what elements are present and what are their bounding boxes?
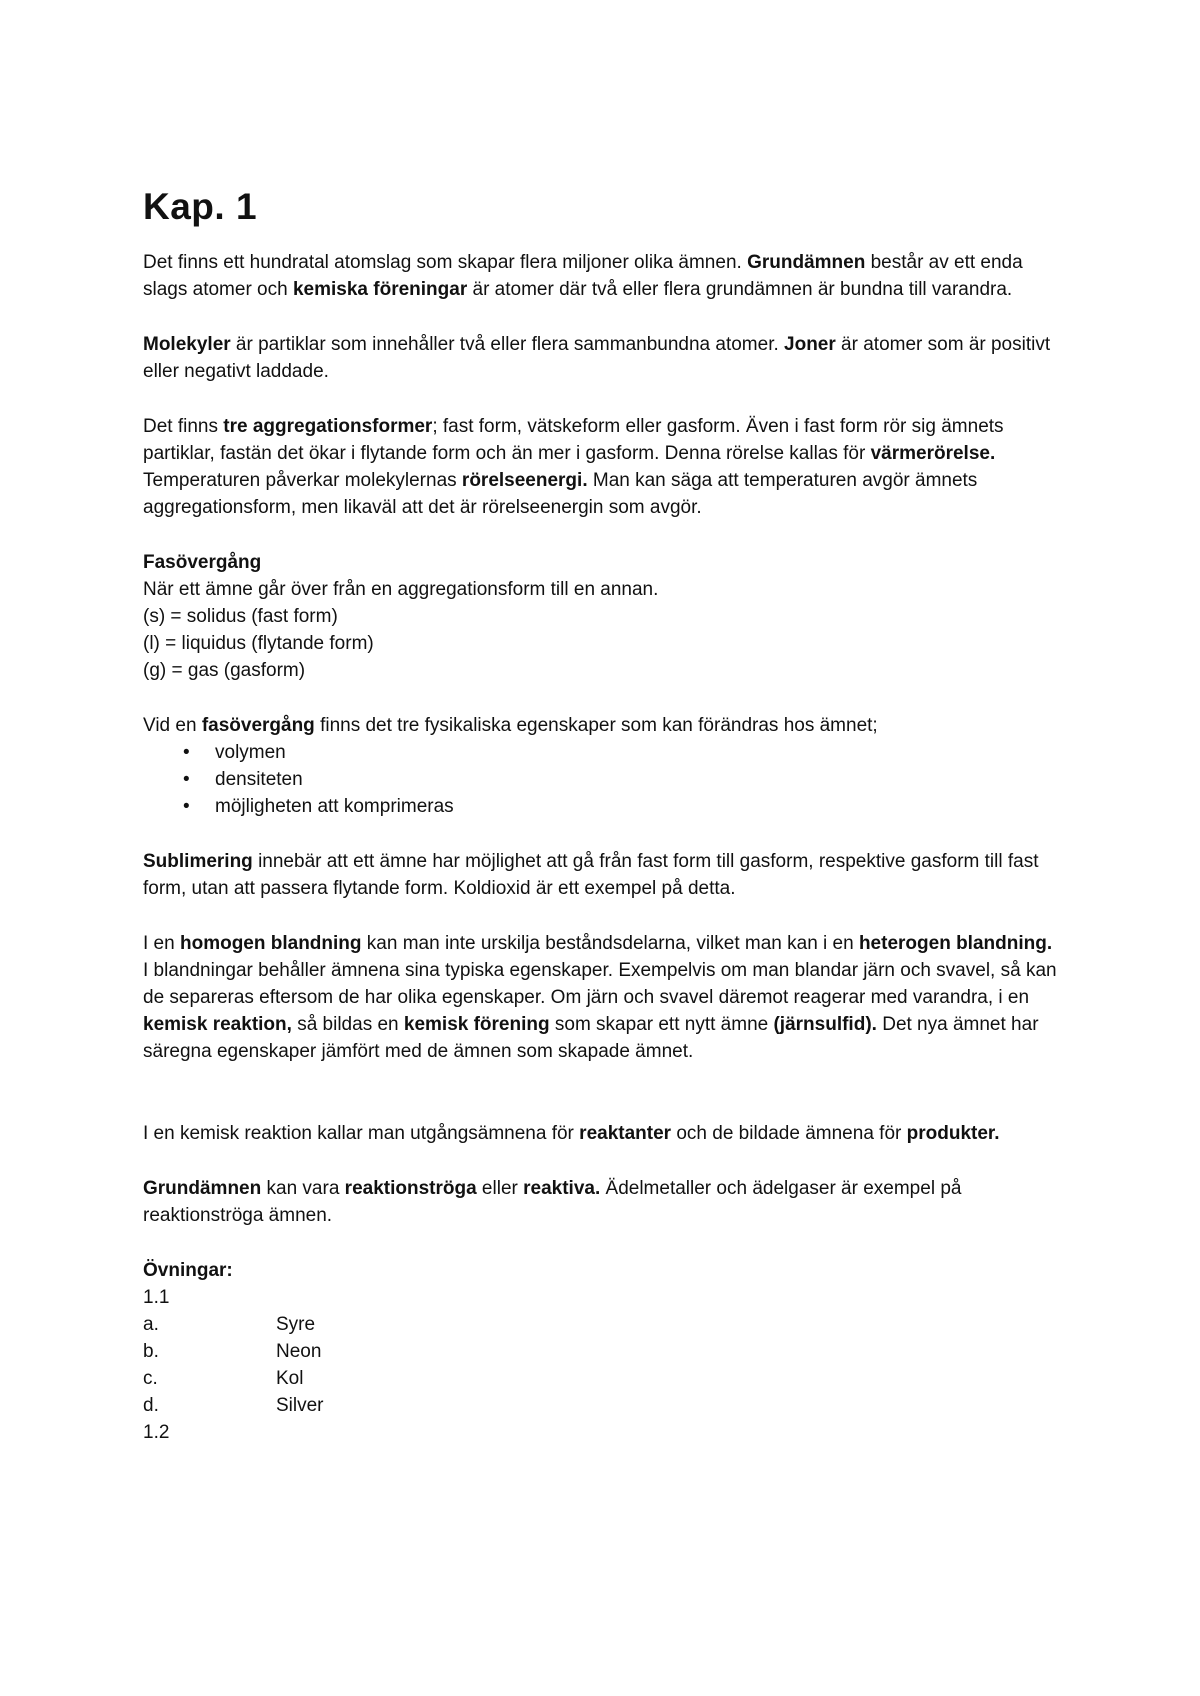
- exercise-letter: a.: [143, 1314, 159, 1335]
- section-phase-transition: [143, 549, 1063, 684]
- term-reaktionstroga: reaktionströga: [344, 1178, 477, 1199]
- list-item: • volymen: [143, 739, 1063, 766]
- text: och de bildade ämnena för: [671, 1123, 907, 1144]
- text: så bildas en: [291, 1014, 404, 1035]
- paragraph-reactivity: [143, 1175, 1063, 1229]
- phase-description: När ett ämne går över från en aggregationsform till en annan.: [143, 579, 659, 600]
- paragraph-reaction: [143, 1120, 1063, 1147]
- list-item: • möjligheten att komprimeras: [143, 793, 1063, 820]
- chapter-title: Kap. 1: [143, 186, 258, 227]
- text: Man kan säga att temperaturen avgör ämnets aggregationsform, men likaväl att det är rörelseenergin som avgör.: [143, 470, 978, 518]
- term-grundamnen: Grundämnen: [143, 1178, 262, 1199]
- text: är partiklar som innehåller två eller flera sammanbundna atomer.: [230, 334, 785, 355]
- term-sublimering: Sublimering: [143, 851, 253, 872]
- term-produkter: produkter.: [906, 1123, 1000, 1144]
- text: är atomer där två eller flera grundämnen är bundna till varandra.: [467, 279, 1013, 300]
- term-jarnsulfid: (järnsulfid).: [773, 1014, 877, 1035]
- term-aggregationsformer: tre aggregationsformer: [223, 416, 433, 437]
- text: innebär att ett ämne har möjlighet att gå från fast form till gasform, respektive gasform till fast form, utan att passera flytande form. Koldioxid är ett exempel på detta.: [143, 851, 1039, 899]
- text: ; fast form, vätskeform eller gasform. Även i fast form rör sig ämnets partiklar, fastän det ökar i flytande form och än mer i gasform. Denna rörelse kallas för: [143, 416, 1004, 464]
- exercise-number: 1.1: [143, 1287, 170, 1308]
- exercise-letter: c.: [143, 1368, 158, 1389]
- phase-line: (l) = liquidus (flytande form): [143, 633, 374, 654]
- document-body: [143, 185, 1063, 1446]
- section-properties: [143, 712, 1063, 820]
- exercise-row: [143, 1338, 1063, 1365]
- term-heterogen-blandning: heterogen blandning.: [858, 933, 1053, 954]
- paragraph-mixtures: [143, 930, 1063, 957]
- term-varmerorelse: värmerörelse.: [870, 443, 996, 464]
- text: Ädelmetaller och ädelgaser är exempel på reaktionströga ämnen.: [143, 1178, 962, 1226]
- text: Temperaturen påverkar molekylernas: [143, 470, 462, 491]
- term-joner: Joner: [784, 334, 836, 355]
- text: Det finns ett hundratal atomslag som skapar flera miljoner olika ämnen.: [143, 252, 748, 273]
- exercise-number: 1.2: [143, 1422, 170, 1443]
- text: Vid en: [143, 715, 202, 736]
- exercise-answer: Neon: [276, 1341, 322, 1362]
- text: eller: [476, 1178, 524, 1199]
- term-kemisk-reaktion: kemisk reaktion,: [143, 1014, 292, 1035]
- exercise-answer: Silver: [276, 1395, 324, 1416]
- exercise-letter: d.: [143, 1395, 159, 1416]
- exercise-row: [143, 1311, 1063, 1338]
- term-kemisk-forening: kemisk förening: [403, 1014, 550, 1035]
- term-reaktiva: reaktiva.: [523, 1178, 601, 1199]
- phase-heading: Fasövergång: [143, 552, 262, 573]
- term-grundamnen: Grundämnen: [747, 252, 866, 273]
- paragraph-molecules: [143, 331, 1063, 385]
- section-exercises: [143, 1257, 1063, 1446]
- text: består av ett enda slags atomer och: [143, 252, 1023, 300]
- text: finns det tre fysikaliska egenskaper som kan förändras hos ämnet;: [314, 715, 878, 736]
- exercises-heading: Övningar:: [143, 1260, 233, 1281]
- text: I blandningar behåller ämnena sina typiska egenskaper. Exempelvis om man blandar järn och svavel, så kan de separeras eftersom de har olika egenskaper. Om järn och svavel däremot reagerar med varandra, i en: [143, 960, 1057, 1008]
- text: är atomer som är positivt eller negativt laddade.: [143, 334, 1051, 382]
- term-molekyler: Molekyler: [143, 334, 231, 355]
- exercise-row: [143, 1365, 1063, 1392]
- text: som skapar ett nytt ämne: [549, 1014, 774, 1035]
- term-fasovergang: fasövergång: [201, 715, 315, 736]
- phase-line: (g) = gas (gasform): [143, 660, 306, 681]
- term-homogen-blandning: homogen blandning: [179, 933, 362, 954]
- term-kemiska-foreningar: kemiska föreningar: [292, 279, 468, 300]
- text: I en kemisk reaktion kallar man utgångsämnena för: [143, 1123, 580, 1144]
- text: kan vara: [261, 1178, 345, 1199]
- exercise-letter: b.: [143, 1341, 159, 1362]
- properties-list: [143, 739, 1063, 820]
- paragraph-mixture-properties: [143, 957, 1063, 1065]
- text: Det nya ämnet har säregna egenskaper jämfört med de ämnen som skapade ämnet.: [143, 1014, 1039, 1062]
- text: Det finns: [143, 416, 224, 437]
- term-reaktanter: reaktanter: [579, 1123, 672, 1144]
- text: kan man inte urskilja beståndsdelarna, vilket man kan i en: [361, 933, 859, 954]
- paragraph-sublimation: [143, 848, 1063, 902]
- phase-line: (s) = solidus (fast form): [143, 606, 338, 627]
- exercise-answer: Kol: [276, 1368, 304, 1389]
- list-item: • densiteten: [143, 766, 1063, 793]
- paragraph-elements: [143, 249, 1063, 303]
- exercise-row: [143, 1392, 1063, 1419]
- exercise-answer: Syre: [276, 1314, 316, 1335]
- paragraph-aggregation: [143, 413, 1063, 521]
- term-rorelseenergi: rörelseenergi.: [461, 470, 588, 491]
- text: I en: [143, 933, 180, 954]
